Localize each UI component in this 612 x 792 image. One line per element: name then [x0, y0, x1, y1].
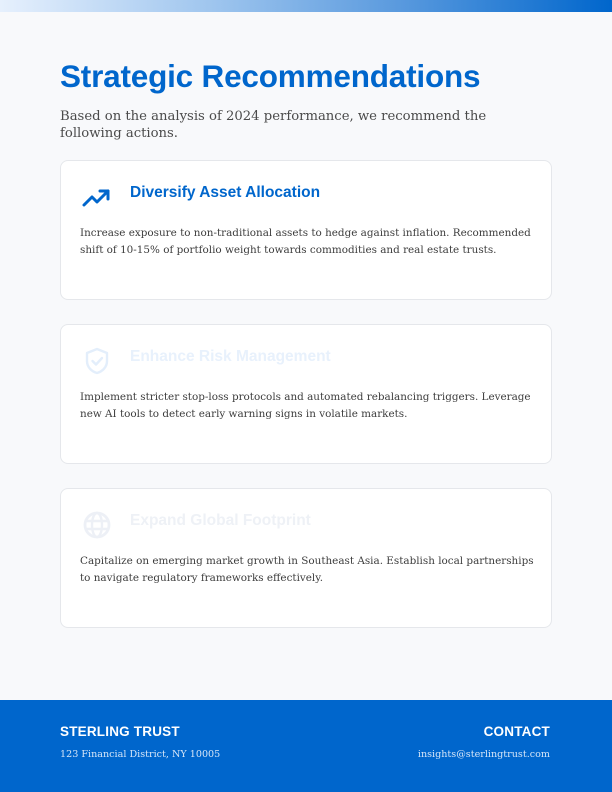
card-description: Increase exposure to non-traditional assets to hedge against inflation. Recommended shift of 10-15% of portfolio weight towards commodities and real estate trusts.	[80, 227, 531, 256]
trending-up-icon	[81, 181, 113, 213]
recommendation-card-diversify	[60, 160, 552, 300]
footer-brand: STERLING TRUST	[60, 724, 180, 739]
card-title: Enhance Risk Management	[130, 348, 331, 365]
recommendation-card-risk	[60, 324, 552, 464]
header-section	[60, 56, 552, 142]
card-description: Implement stricter stop-loss protocols and automated rebalancing triggers. Leverage new AI tools to detect early warning signs in volatile markets.	[80, 391, 531, 420]
footer-email-link[interactable]: insights@sterlingtrust.com	[417, 749, 550, 760]
card-description: Capitalize on emerging market growth in Southeast Asia. Establish local partnerships to navigate regulatory frameworks effectively.	[80, 555, 534, 584]
globe-icon	[81, 509, 113, 541]
page-subtitle: Based on the analysis of 2024 performance, we recommend the following actions.	[60, 109, 487, 141]
top-gradient-bar	[0, 0, 612, 12]
card-title: Expand Global Footprint	[130, 512, 311, 529]
footer-contact-label: CONTACT	[483, 724, 550, 739]
recommendation-card-global	[60, 488, 552, 628]
footer-address: 123 Financial District, NY 10005	[60, 749, 221, 760]
footer	[0, 700, 612, 792]
shield-check-icon	[81, 345, 113, 377]
page-title: Strategic Recommendations	[60, 58, 481, 94]
card-title: Diversify Asset Allocation	[130, 184, 321, 201]
